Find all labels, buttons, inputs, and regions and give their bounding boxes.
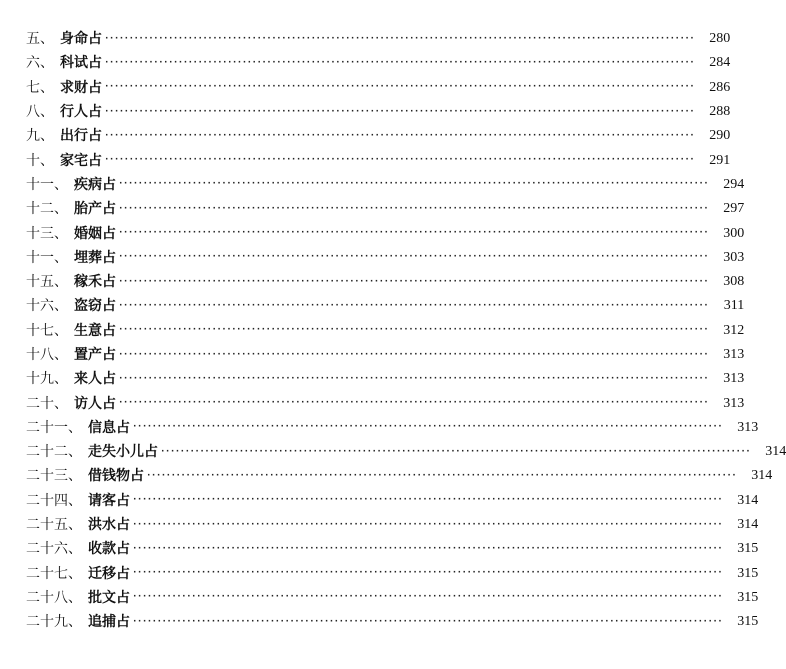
leader-dots: ························································································································ [132,519,723,530]
leader-dots: ························································································································ [104,155,695,166]
toc-entry-title: 请客占 [88,492,130,509]
toc-entry [26,148,731,172]
leader-dots: ························································································································ [132,422,723,433]
toc-entry-page: 311 [723,298,745,314]
toc-entry [26,537,759,561]
leader-dots: ························································································································ [104,82,695,93]
toc-entry-title: 埋葬占 [74,249,116,266]
toc-entry-number: 十九、 [26,371,68,388]
leader-dots: ························································································································ [132,543,723,554]
leader-dots: ························································································································ [118,373,709,384]
toc-entry-number: 二十七、 [26,565,82,582]
toc-entry [26,610,759,634]
toc-entry-number: 九、 [26,128,54,145]
toc-entry [26,391,745,415]
leader-dots: ························································································································ [132,495,723,506]
toc-entry-number: 二十、 [26,395,68,412]
toc-entry-title: 行人占 [60,104,102,121]
toc-entry-number: 十三、 [26,225,68,242]
leader-dots: ························································································································ [118,300,709,311]
toc-entry-title: 置产占 [74,347,116,363]
toc-entry [26,197,745,221]
toc-entry-number: 二十三、 [26,468,82,485]
toc-entry [26,246,745,270]
leader-dots: ························································································································ [118,349,709,360]
toc-entry-number: 二十四、 [26,492,82,509]
toc-entry-page: 314 [737,492,759,508]
toc-entry-title: 收款占 [88,541,130,558]
toc-entry [26,51,731,75]
toc-entry-number: 二十六、 [26,541,82,558]
toc-entry [26,513,759,537]
toc-entry-title: 走失小儿占 [88,444,158,461]
toc-entry-number: 十八、 [26,347,68,363]
leader-dots: ························································································································ [118,398,709,409]
toc-entry-title: 访人占 [74,395,116,412]
toc-entry [26,221,745,245]
leader-dots: ························································································································ [132,568,723,579]
toc-entry-title: 胎产占 [74,201,116,218]
toc-entry-title: 身命占 [60,31,102,48]
leader-dots: ························································································································ [104,33,695,44]
leader-dots: ························································································································ [132,616,723,627]
toc-entry-number: 七、 [26,79,54,96]
toc-entry [26,464,773,488]
toc-entry-number: 十、 [26,152,54,169]
leader-dots: ························································································································ [104,57,695,68]
toc-entry-number: 二十八、 [26,589,82,606]
toc-entry-page: 294 [723,176,745,192]
toc-entry-number: 十六、 [26,298,68,315]
toc-entry-number: 八、 [26,104,54,121]
toc-entry-title: 批文占 [88,589,130,606]
toc-entry [26,270,745,294]
toc-entry-page: 300 [723,225,745,241]
toc-entry-title: 迁移占 [88,565,130,582]
toc-entry-page: 315 [737,589,759,605]
leader-dots: ························································································································ [104,106,695,117]
toc-entry [26,586,759,610]
toc-entry-page: 303 [723,249,745,265]
toc-entry-page: 288 [709,104,731,120]
leader-dots: ························································································································ [146,470,737,481]
toc-entry-number: 二十一、 [26,419,82,436]
toc-entry [26,562,759,586]
toc-entry-number: 十一、 [26,176,68,193]
toc-entry-page: 315 [737,565,759,581]
table-of-contents [26,27,786,634]
toc-entry-page: 315 [737,614,759,630]
toc-entry-page: 312 [723,322,745,338]
toc-entry-title: 婚姻占 [74,225,116,242]
leader-dots: ························································································································ [118,203,709,214]
toc-entry-title: 疾病占 [74,176,116,193]
toc-entry [26,367,745,391]
toc-entry-page: 290 [709,128,731,144]
toc-entry-page: 315 [737,541,759,557]
leader-dots: ························································································································ [118,228,709,239]
toc-entry-page: 313 [723,395,745,411]
toc-entry-title: 洪水占 [88,517,130,534]
toc-entry-title: 家宅占 [60,152,102,169]
toc-entry [26,343,745,367]
toc-entry-number: 五、 [26,31,54,48]
toc-entry-page: 314 [765,444,786,460]
toc-entry [26,173,745,197]
toc-entry-title: 来人占 [74,371,116,388]
leader-dots: ························································································································ [118,276,709,287]
leader-dots: ························································································································ [132,592,723,603]
toc-entry-title: 出行占 [60,128,102,145]
toc-entry-page: 284 [709,55,731,71]
toc-entry [26,294,745,318]
toc-entry-number: 二十九、 [26,614,82,631]
toc-entry [26,27,731,51]
toc-entry-title: 稼禾占 [74,274,116,291]
toc-entry-title: 科试占 [60,55,102,72]
toc-entry-page: 314 [737,517,759,533]
toc-entry [26,76,731,100]
toc-entry-number: 二十二、 [26,444,82,461]
toc-entry [26,100,731,124]
toc-entry-page: 297 [723,201,745,217]
toc-entry [26,489,759,513]
leader-dots: ························································································································ [118,252,709,263]
leader-dots: ························································································································ [118,179,709,190]
toc-entry-title: 借钱物占 [88,468,144,485]
toc-entry-page: 291 [709,152,731,168]
leader-dots: ························································································································ [118,325,709,336]
toc-entry-title: 盗窃占 [74,298,116,315]
toc-entry-number: 六、 [26,55,54,72]
toc-entry [26,440,786,464]
toc-entry-page: 313 [723,371,745,387]
toc-entry-page: 286 [709,79,731,95]
toc-entry-page: 314 [751,468,773,484]
toc-entry-number: 十二、 [26,201,68,218]
toc-entry-number: 二十五、 [26,517,82,534]
toc-entry-page: 313 [737,419,759,435]
toc-entry [26,319,745,343]
toc-entry-title: 求财占 [60,79,102,96]
toc-entry-page: 308 [723,274,745,290]
toc-entry-number: 十七、 [26,322,68,339]
toc-entry [26,124,731,148]
toc-entry-page: 280 [709,31,731,47]
leader-dots: ························································································································ [104,130,695,141]
toc-entry-page: 313 [723,347,745,362]
toc-entry-title: 生意占 [74,322,116,339]
leader-dots: ························································································································ [160,446,751,457]
toc-entry-title: 信息占 [88,419,130,436]
toc-entry-title: 追捕占 [88,614,130,631]
toc-entry-number: 十一、 [26,249,68,266]
toc-entry [26,416,759,440]
toc-entry-number: 十五、 [26,274,68,291]
